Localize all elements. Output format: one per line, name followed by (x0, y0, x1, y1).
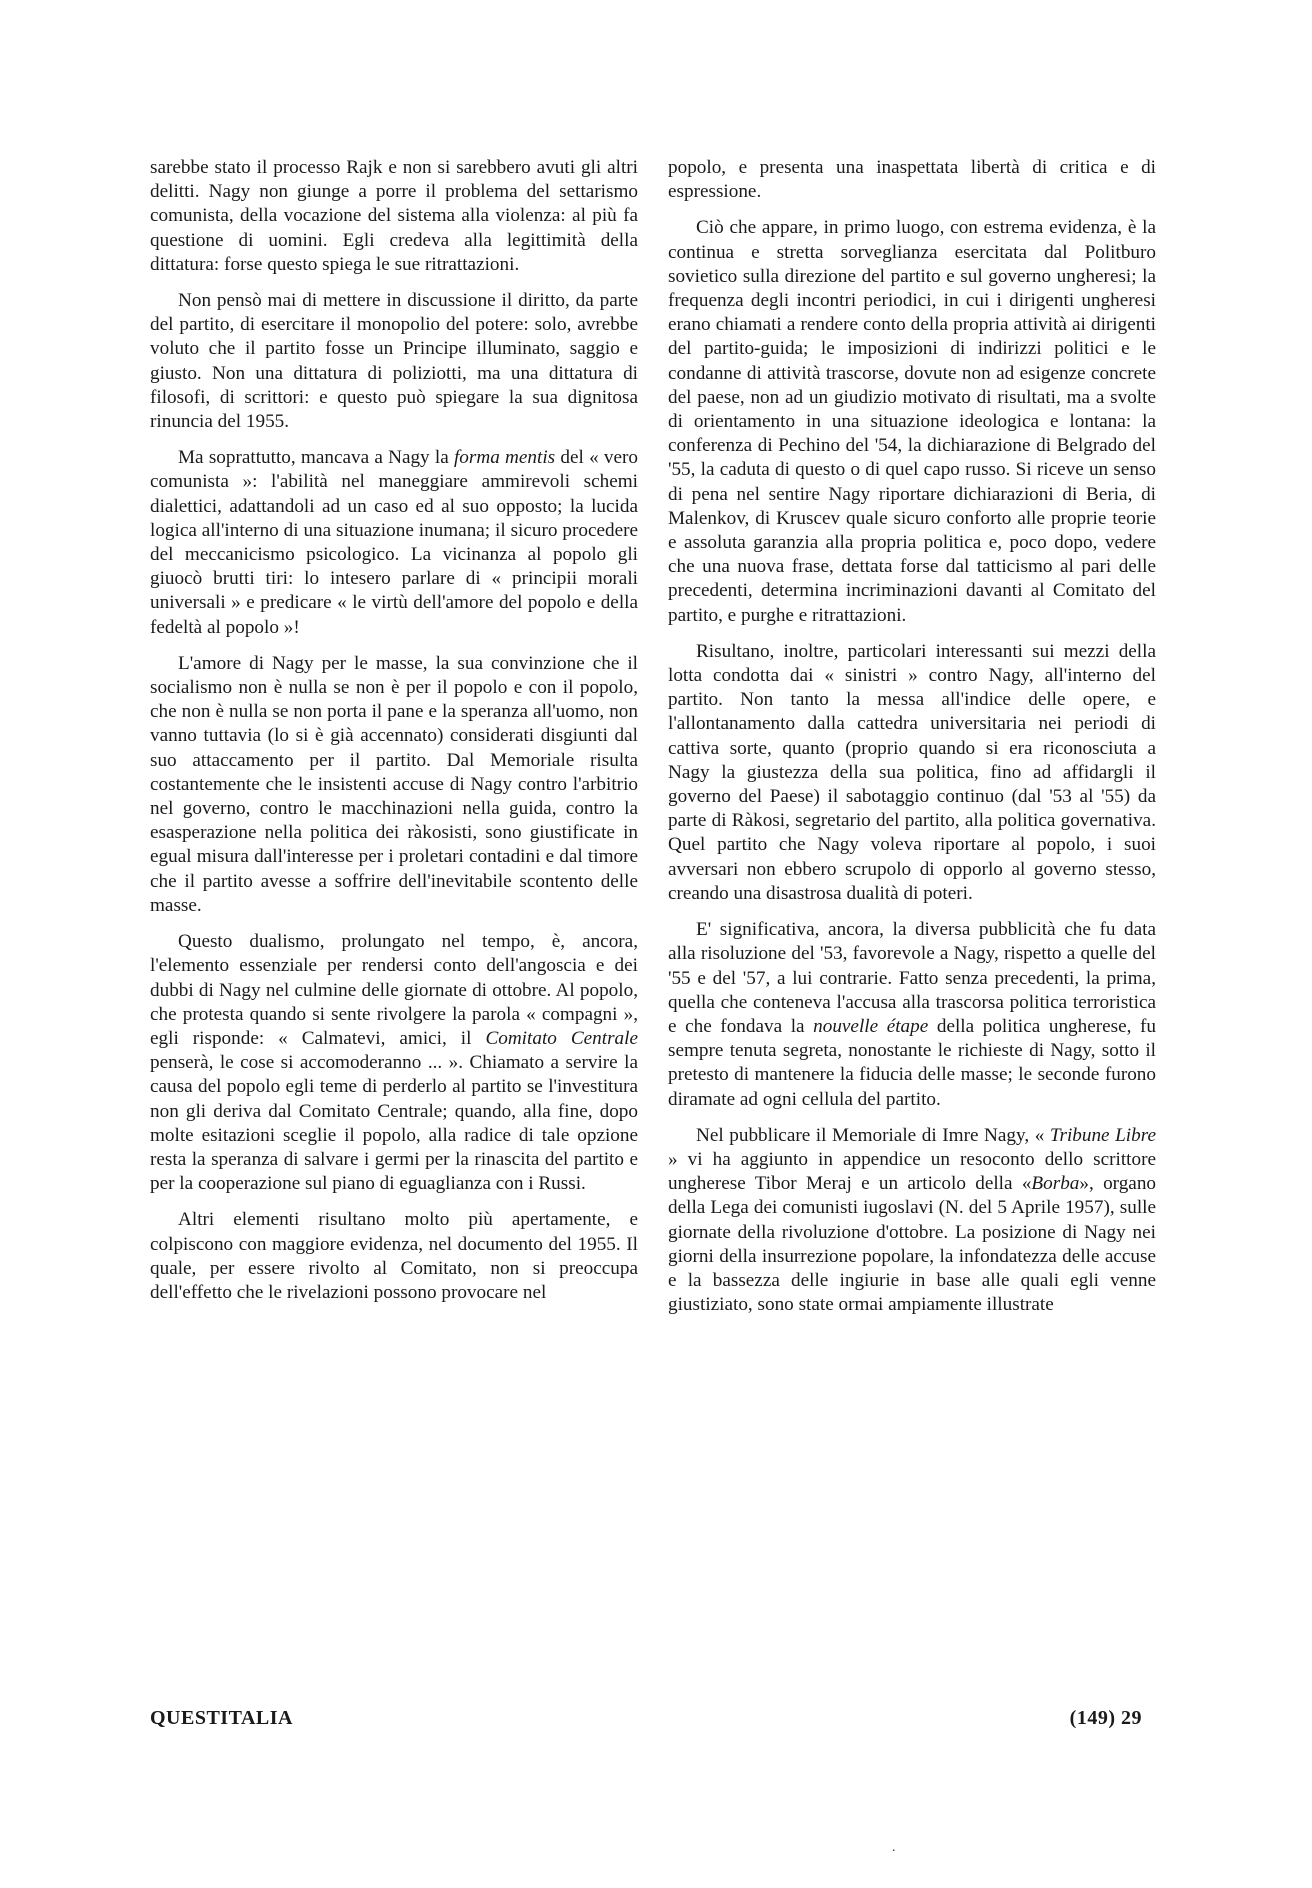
italic-term: Tribune Libre (1049, 1124, 1156, 1146)
text-run: della politica ungherese, fu sempre tenuta segreta, nonostante le richieste di Nagy, sotto il pretesto di mantenere la fiducia delle masse; le seconde furono diramate ad ogni cellula del partito. (668, 1015, 1156, 1110)
text-run: del « vero comunista »: l'abilità nel maneggiare ammirevoli schemi dialettici, adattandoli ad un caso ed al suo opposto; la lucida logica all'interno di una situazione inumana; il sicuro procedere del meccanicismo psicologico. La vicinanza al popolo gli giuocò brutti tiri: lo intesero parlare di « principii morali universali » e predicare « le virtù dell'amore del popolo e della fedeltà al popolo »! (150, 447, 638, 638)
text-run: » vi ha aggiunto in appendice un resoconto dello scrittore ungherese Tibor Meraj e un articolo della « (668, 1148, 1156, 1195)
paragraph (668, 1124, 1156, 1318)
paragraph (150, 930, 638, 1196)
paragraph: sarebbe stato il processo Rajk e non si sarebbero avuti gli altri delitti. Nagy non giunge a porre il problema del settarismo comunista, della vocazione del sistema alla violenza: al più fa questione di uomini. Egli credeva alla legittimità della dittatura: forse questo spiega le sue ritrattazioni. (150, 157, 638, 275)
text-run: E' significativa, ancora, la diversa pubblicità che fu data alla risoluzione del '53, favorevole a Nagy, rispetto a quelle del '55 e del '57, a lui contrarie. Fatto senza precedenti, la prima, quella che conteneva l'accusa alla trascorsa politica terroristica e che fondava la (668, 919, 1156, 1037)
paragraph: Non pensò mai di mettere in discussione il diritto, da parte del partito, di esercitare il monopolio del potere: solo, avrebbe voluto che il partito fosse un Principe illuminato, saggio e giusto. Non una dittatura di poliziotti, ma una dittatura di filosofi, di scrittori: e questo può spiegare la sua dignitosa rinuncia del 1955. (150, 290, 638, 433)
text-run: Ma soprattutto, mancava a Nagy la (178, 447, 454, 469)
text-run: Nel pubblicare il Memoriale di Imre Nagy, « (696, 1124, 1050, 1146)
paragraph: Risultano, inoltre, particolari interessanti sui mezzi della lotta condotta dai « sinistri » contro Nagy, all'interno del partito. Non tanto la messa all'indice delle opere, e l'allontanamento dalla cattedra universitaria nei periodi di cattiva sorte, quanto (proprio quando si era riconosciuta a Nagy la giustezza della sua politica, fino ad affidargli il governo del Paese) il sabotaggio continuo (dal '53 al '55) da parte di Ràkosi, segretario del partito, alla politica governativa. Quel partito che Nagy voleva riportare al popolo, i suoi avversari non ebbero scrupolo di opporlo al governo stesso, creando una disastrosa dualità di poteri. (668, 640, 1156, 904)
paragraph (668, 918, 1156, 1112)
left-column (150, 156, 638, 1305)
italic-term: Borba (1031, 1173, 1080, 1195)
page-number: (149) 29 (1069, 1707, 1142, 1729)
italic-term: Comitato Centrale (485, 1027, 638, 1049)
paragraph: Altri elementi risultano molto più apertamente, e colpiscono con maggiore evidenza, nel documento del 1955. Il quale, per essere rivolto al Comitato, non si preoccupa dell'effetto che le rivelazioni possono provocare nel (150, 1209, 638, 1303)
print-mark: . (892, 1840, 896, 1855)
text-run: Questo dualismo, prolungato nel tempo, è, ancora, l'elemento essenziale per rendersi conto dell'angoscia e dei dubbi di Nagy nel culmine delle giornate di ottobre. Al popolo, che protesta quando si sente rivolgere la parola « compagni », egli risponde: « Calmatevi, amici, il (150, 931, 638, 1049)
text-run: », organo della Lega dei comunisti iugoslavi (N. del 5 Aprile 1957), sulle giornate della rivoluzione d'ottobre. La posizione di Nagy nei giorni della insurrezione popolare, la infondatezza delle accuse e la bassezza delle ingiurie in base alle quali egli venne giustiziato, sono state ormai ampiamente illustrate (668, 1173, 1157, 1316)
journal-title: QUESTITALIA (150, 1707, 293, 1729)
paragraph (150, 446, 638, 640)
paragraph: L'amore di Nagy per le masse, la sua convinzione che il socialismo non è nulla se non è per il popolo e con il popolo, che non è nulla se non porta il pane e la speranza all'uomo, non vanno tuttavia (lo si è già accennato) considerati disgiunti dal suo attaccamento per il partito. Dal Memoriale risulta costantemente che le insistenti accuse di Nagy contro l'arbitrio nel governo, contro le macchinazioni nella guida, contro la esasperazione nella politica dei ràkosisti, sono giustificate in egual misura dall'interesse per i proletari contadini e dal timore che il partito avesse a soffrire dell'inevitabile scontento delle masse. (150, 652, 638, 916)
text-run: penserà, le cose si accomoderanno ... ». Chiamato a servire la causa del popolo egli teme di perderlo al partito se l'investitura non gli deriva dal Comitato Centrale; quando, alla fine, dopo molte esitazioni sceglie il popolo, alla radice di tale opzione resta la speranza di salvare i germi per la rinascita del partito e per la cooperazione sul piano di eguaglianza con i Russi. (150, 1052, 638, 1195)
paragraph: popolo, e presenta una inaspettata libertà di critica e di espressione. (668, 157, 1156, 203)
paragraph: Ciò che appare, in primo luogo, con estrema evidenza, è la continua e stretta sorveglianza esercitata dal Politburo sovietico sulla direzione del partito e sul governo ungheresi; la frequenza degli incontri periodici, in cui i dirigenti ungheresi erano chiamati a rendere conto della propria attività ai dirigenti del partito-guida; le imposizioni di indirizzi politici e le condanne di attività trascorse, dovute non ad esigenze concrete del paese, non ad un giudizio motivato di risultati, ma a svolte di orientamento in una situazione ideologica e lontana: la conferenza di Pechino del '54, la dichiarazione di Belgrado del '55, la caduta di questo o di quel capo russo. Si riceve un senso di pena nel sentire Nagy riportare dichiarazioni di Beria, di Malenkov, di Kruscev quale sicuro conforto alle proprie teorie e assoluta garanzia alla propria politica e, poco dopo, vedere che una nuova frase, dettata forse dal tatticismo al pari delle precedenti, determina incriminazioni davanti al Comitato del partito, e purghe e ritrattazioni. (668, 217, 1156, 626)
right-column (668, 156, 1156, 1317)
italic-term: nouvelle étape (813, 1015, 929, 1037)
italic-term: forma mentis (453, 447, 556, 469)
